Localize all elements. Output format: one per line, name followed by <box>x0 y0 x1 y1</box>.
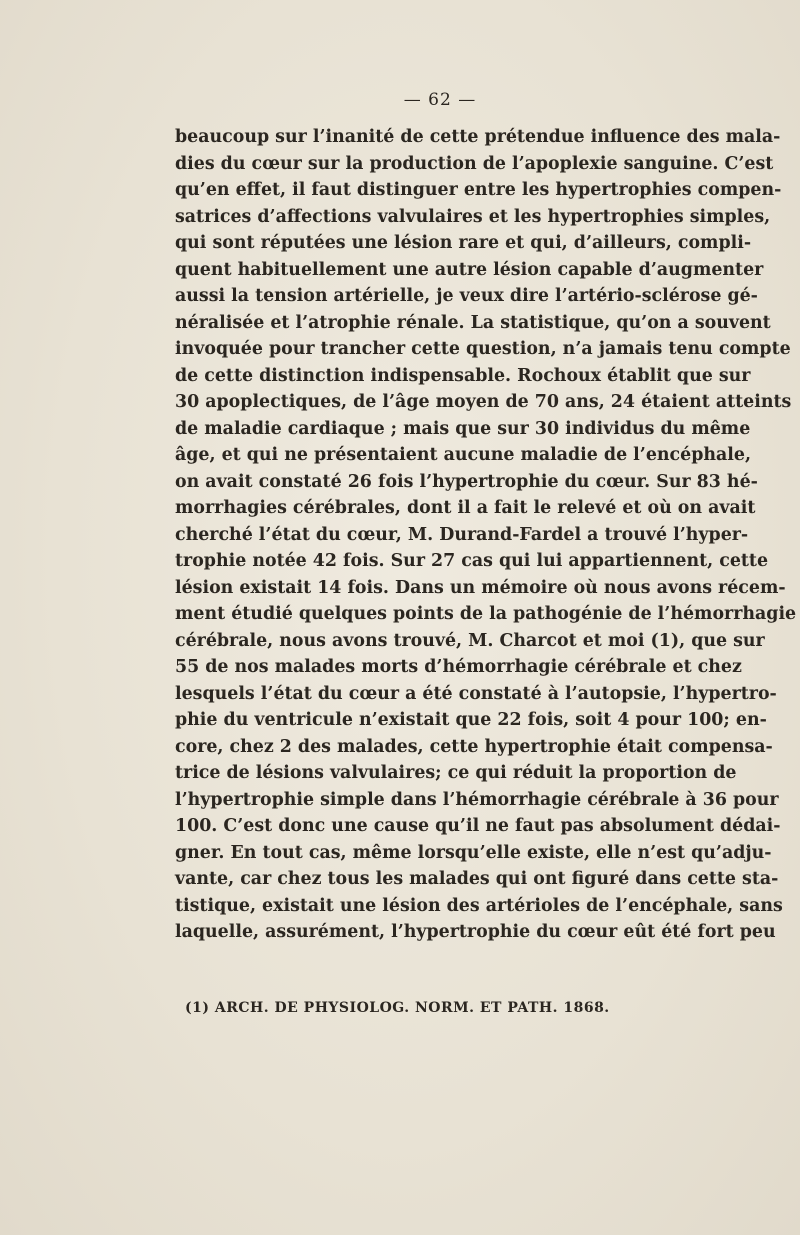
text-line: 100. C’est donc une cause qu’il ne faut pas absolument dédai- <box>175 816 781 836</box>
text-line: 55 de nos malades morts d’hémorrhagie cérébrale et chez <box>175 657 742 677</box>
text-line: 30 apoplectiques, de l’âge moyen de 70 ans, 24 étaient atteints <box>175 392 792 412</box>
text-line: dies du cœur sur la production de l’apoplexie sanguine. C’est <box>175 153 774 174</box>
text-line: trophie notée 42 fois. Sur 27 cas qui lui appartiennent, cette <box>175 551 769 571</box>
text-line: qui sont réputées une lésion rare et qui, d’ailleurs, compli- <box>175 233 752 253</box>
text-line: phie du ventricule n’existait que 22 fois, soit 4 pour 100; en- <box>175 710 767 730</box>
text-line: invoquée pour trancher cette question, n’a jamais tenu compte <box>175 339 791 359</box>
body-text <box>175 124 797 946</box>
text-line: de cette distinction indispensable. Rochoux établit que sur <box>175 365 751 386</box>
text-line: âge, et qui ne présentaient aucune maladie de l’encéphale, <box>175 445 752 465</box>
text-line: gner. En tout cas, même lorsqu’elle existe, elle n’est qu’adju- <box>175 842 772 863</box>
text-line: aussi la tension artérielle, je veux dire l’artério-sclérose gé- <box>175 286 758 306</box>
text-line: ment étudié quelques points de la pathogénie de l’hémorrhagie <box>175 604 797 624</box>
text-line: lesquels l’état du cœur a été constaté à l’autopsie, l’hypertro- <box>175 683 777 704</box>
text-line: l’hypertrophie simple dans l’hémorrhagie cérébrale à 36 pour <box>175 789 779 810</box>
text-line: lésion existait 14 fois. Dans un mémoire où nous avons récem- <box>175 577 786 598</box>
text-line: vante, car chez tous les malades qui ont figuré dans cette sta- <box>175 869 779 889</box>
page-number: — 62 — <box>403 90 477 110</box>
text-line: morrhagies cérébrales, dont il a fait le relevé et où on avait <box>175 498 756 518</box>
text-line: cérébrale, nous avons trouvé, M. Charcot et moi (1), que sur <box>175 630 765 651</box>
text-line: de maladie cardiaque ; mais que sur 30 individus du même <box>175 418 751 439</box>
text-line: quent habituellement une autre lésion capable d’augmenter <box>175 259 764 280</box>
text-line: core, chez 2 des malades, cette hypertrophie était compensa- <box>175 736 773 757</box>
text-line: tistique, existait une lésion des artérioles de l’encéphale, sans <box>175 895 783 916</box>
text-line: beaucoup sur l’inanité de cette prétendue influence des mala- <box>175 127 781 147</box>
text-line: trice de lésions valvulaires; ce qui réduit la proportion de <box>175 763 737 783</box>
text-line: satrices d’affections valvulaires et les hypertrophies simples, <box>175 206 771 227</box>
text-line: qu’en effet, il faut distinguer entre les hypertrophies compen- <box>175 180 782 200</box>
footnote: (1) ARCH. DE PHYSIOLOG. NORM. ET PATH. 1868. <box>185 1000 610 1016</box>
text-line: on avait constaté 26 fois l’hypertrophie du cœur. Sur 83 hé- <box>175 471 758 492</box>
text-line: néralisée et l’atrophie rénale. La statistique, qu’on a souvent <box>175 312 771 333</box>
text-line: laquelle, assurément, l’hypertrophie du cœur eût été fort peu <box>175 922 776 942</box>
text-line: cherché l’état du cœur, M. Durand-Fardel a trouvé l’hyper- <box>175 524 749 545</box>
